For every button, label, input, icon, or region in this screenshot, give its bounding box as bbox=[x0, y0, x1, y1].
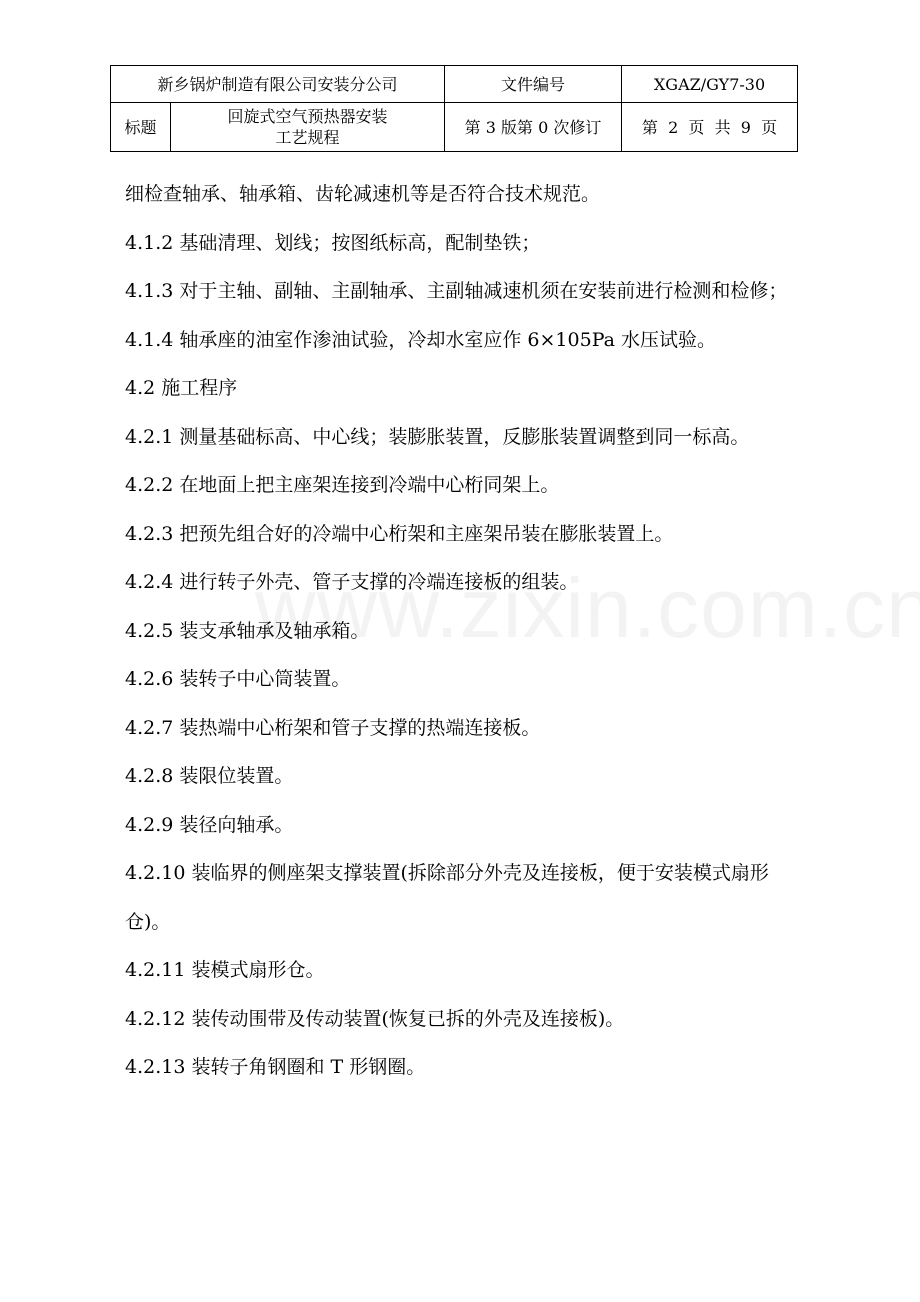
document-body bbox=[125, 170, 789, 1092]
revision-info: 第 3 版第 0 次修订 bbox=[445, 103, 622, 152]
title-label: 标题 bbox=[111, 103, 171, 152]
paragraph: 4.2.11 装模式扇形仓。 bbox=[125, 959, 325, 981]
document-title-line-1: 回旋式空气预热器安装 bbox=[227, 107, 388, 126]
paragraph: 4.2.3 把预先组合好的冷端中心桁架和主座架吊装在膨胀装置上。 bbox=[125, 522, 674, 545]
paragraph: 4.2.12 装传动围带及传动装置(恢复已拆的外壳及连接板)。 bbox=[125, 1007, 625, 1030]
paragraph: 4.1.2 基础清理、划线；按图纸标高，配制垫铁； bbox=[125, 231, 541, 254]
paragraph: 4.2 施工程序 bbox=[125, 377, 238, 399]
paragraph: 细检查轴承、轴承箱、齿轮减速机等是否符合技术规范。 bbox=[125, 183, 601, 205]
paragraph: 4.2.4 进行转子外壳、管子支撑的冷端连接板的组装。 bbox=[125, 571, 579, 593]
paragraph: 4.2.13 装转子角钢圈和 T 形钢圈。 bbox=[125, 1056, 426, 1078]
document-title bbox=[171, 103, 445, 152]
paragraph: 4.2.6 装转子中心筒装置。 bbox=[125, 668, 351, 690]
paragraph: 4.2.9 装径向轴承。 bbox=[125, 813, 294, 836]
paragraph: 4.2.10 装临界的侧座架支撑装置(拆除部分外壳及连接板，便于安装模式扇形仓)。 bbox=[125, 862, 769, 933]
document-header-table bbox=[110, 65, 798, 152]
paragraph: 4.1.4 轴承座的油室作渗油试验，冷却水室应作 6×105Pa 水压试验。 bbox=[125, 328, 716, 351]
paragraph: 4.1.3 对于主轴、副轴、主副轴承、主副轴减速机须在安装前进行检测和检修； bbox=[125, 280, 788, 302]
header-row-2 bbox=[111, 103, 798, 152]
company-name: 新乡锅炉制造有限公司安装分公司 bbox=[111, 66, 445, 103]
doc-number: XGAZ/GY7-30 bbox=[622, 66, 798, 103]
paragraph: 4.2.7 装热端中心桁架和管子支撑的热端连接板。 bbox=[125, 716, 541, 739]
doc-number-label: 文件编号 bbox=[445, 66, 622, 103]
paragraph: 4.2.1 测量基础标高、中心线；装膨胀装置，反膨胀装置调整到同一标高。 bbox=[125, 425, 750, 448]
header-row-1 bbox=[111, 66, 798, 103]
document-title-line-2: 工艺规程 bbox=[275, 128, 340, 147]
paragraph: 4.2.2 在地面上把主座架连接到冷端中心桁同架上。 bbox=[125, 474, 560, 496]
page-info: 第 2 页 共 9 页 bbox=[622, 103, 798, 152]
paragraph: 4.2.5 装支承轴承及轴承箱。 bbox=[125, 619, 370, 642]
paragraph: 4.2.8 装限位装置。 bbox=[125, 765, 294, 787]
